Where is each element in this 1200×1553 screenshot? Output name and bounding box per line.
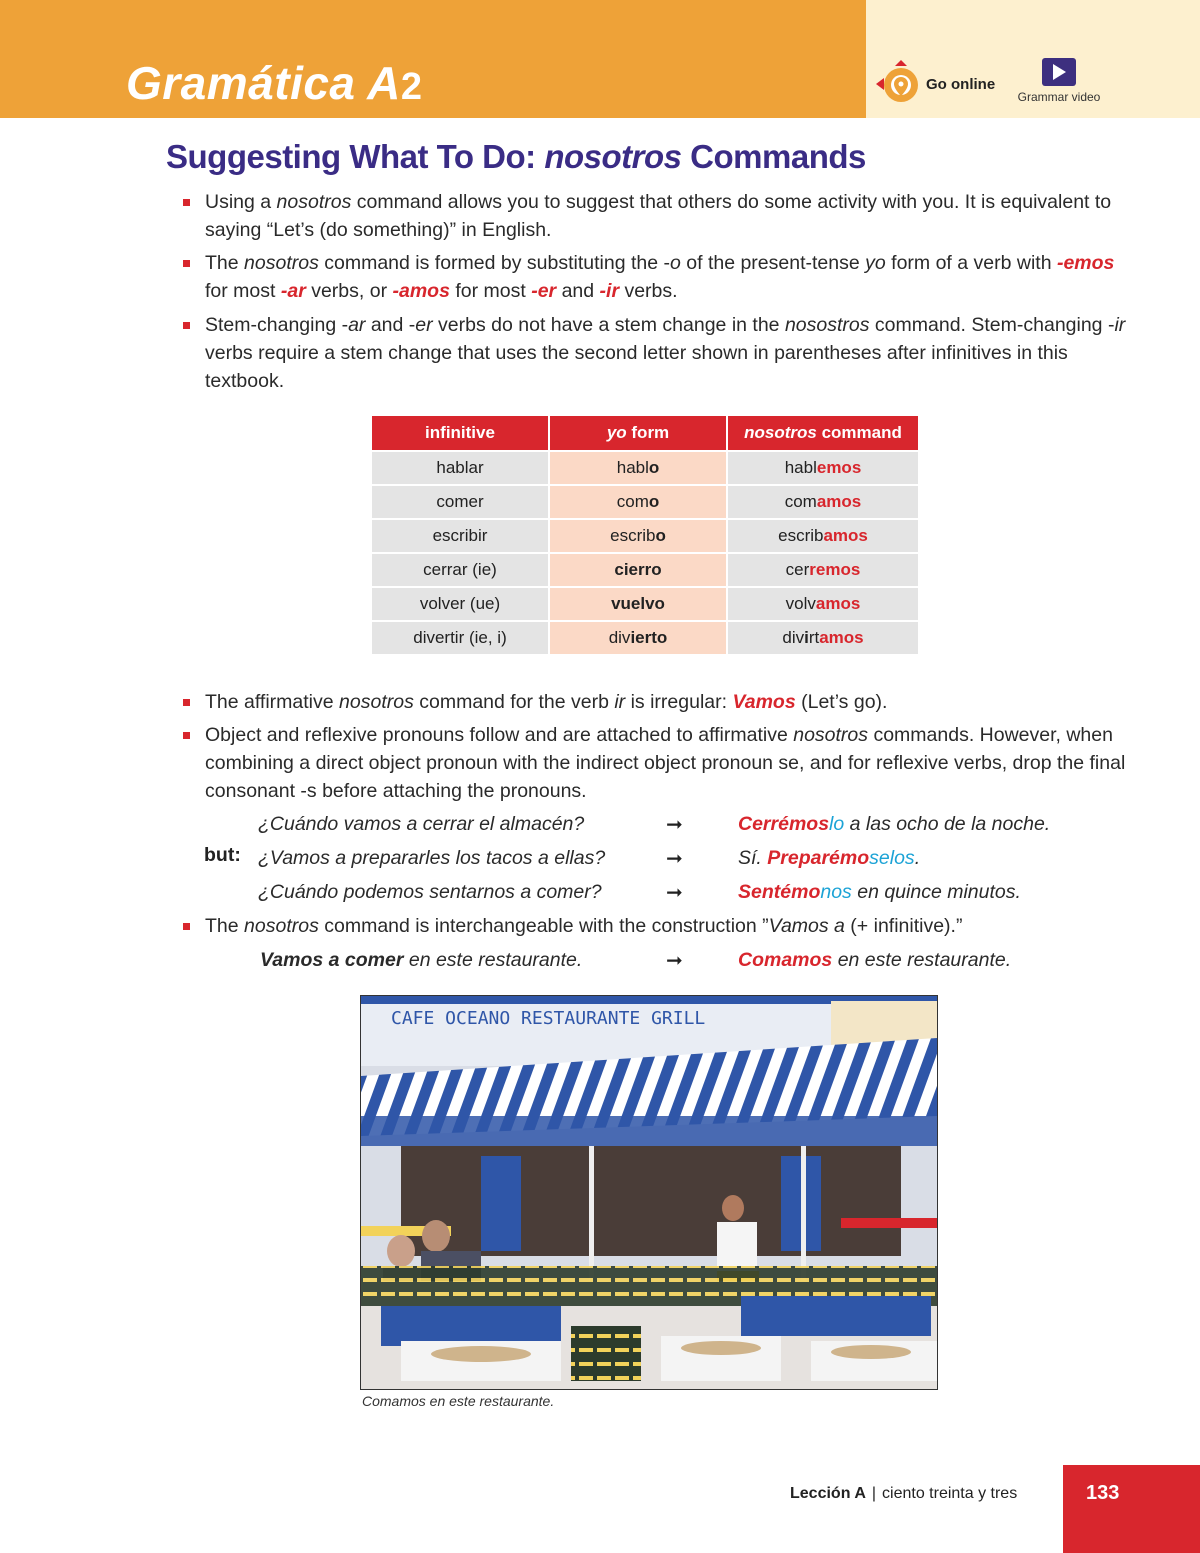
table-row	[371, 451, 919, 485]
table-row	[371, 519, 919, 553]
cafe-photo	[360, 995, 938, 1390]
bullet-item-3	[183, 311, 1133, 395]
bullet-item-2	[183, 249, 1133, 305]
footer-lesson: Lección A | ciento treinta y tres	[790, 1485, 1018, 1502]
example-answer-2: Sí. Preparémoselos.	[738, 847, 921, 869]
go-online-link[interactable]	[872, 58, 995, 110]
conjugation-table	[370, 414, 920, 656]
section-heading: Suggesting What To Do: nosotros Commands	[166, 138, 866, 175]
example-question-3: ¿Cuándo podemos sentarnos a comer?	[258, 881, 602, 903]
cafe-sign-text: CAFE OCEANO RESTAURANTE GRILL	[391, 1008, 706, 1029]
table-header-row	[371, 415, 919, 451]
arrow-icon: ➞	[666, 812, 683, 836]
column-header-yo-form: yo form	[549, 415, 727, 451]
yo-form-cell: divierto	[549, 621, 727, 655]
table-row	[371, 485, 919, 519]
example-question-4: Vamos a comer en este restaurante.	[260, 949, 583, 971]
example-question-1: ¿Cuándo vamos a cerrar el almacén?	[258, 813, 585, 835]
infinitive-cell: comer	[371, 485, 549, 519]
location-pin-icon	[872, 58, 922, 110]
bullet-text: Object and reflexive pronouns follow and are attached to affirmative nosotros commands. However, when combining a direct object pronoun with the indirect object pronoun se, and for reflexive verbs, drop the final consonant -s before attaching the pronouns.	[205, 724, 1126, 802]
bullet-marker	[183, 260, 190, 267]
grammar-video-label: Grammar video	[1017, 90, 1101, 104]
example-answer-4: Comamos en este restaurante.	[738, 949, 1012, 971]
bullet-marker	[183, 923, 190, 930]
arrow-icon: ➞	[666, 948, 683, 972]
infinitive-cell: hablar	[371, 451, 549, 485]
table-row	[371, 621, 919, 655]
example-answer-3: Sentémonos en quince minutos.	[738, 881, 1021, 903]
bullet-item-1	[183, 188, 1133, 244]
go-online-label: Go online	[926, 75, 996, 93]
arrow-icon: ➞	[666, 846, 683, 870]
command-cell: volvamos	[727, 587, 919, 621]
table-row	[371, 587, 919, 621]
page-number-box	[1063, 1465, 1200, 1553]
yo-form-cell: escribo	[549, 519, 727, 553]
bullet-text: Using a nosotros command allows you to suggest that others do some activity with you. It is equivalent to saying “Let’s (do something)” in English.	[205, 191, 1112, 241]
bullet-text: Stem-changing -ar and -er verbs do not have a stem change in the nosostros command. Stem-changing -ir verbs require a stem change that uses the second letter shown in parentheses after infinitives in this textbook.	[205, 314, 1126, 392]
bullet-item-5	[183, 721, 1133, 805]
arrow-icon: ➞	[666, 880, 683, 904]
bullet-item-4	[183, 688, 1133, 716]
command-cell: cerremos	[727, 553, 919, 587]
yo-form-cell: cierro	[549, 553, 727, 587]
but-label: but:	[204, 844, 241, 866]
column-header-nosotros-command: nosotros command	[727, 415, 919, 451]
infinitive-cell: volver (ue)	[371, 587, 549, 621]
command-cell: escribamos	[727, 519, 919, 553]
command-cell: hablemos	[727, 451, 919, 485]
infinitive-cell: divertir (ie, i)	[371, 621, 549, 655]
grammar-video-link[interactable]	[1014, 58, 1104, 104]
bullet-item-6	[183, 912, 1133, 940]
play-video-icon	[1042, 58, 1076, 86]
bullet-marker	[183, 322, 190, 329]
bullet-marker	[183, 199, 190, 206]
bullet-text: The nosotros command is interchangeable with the construction ”Vamos a (+ infinitive).”	[205, 915, 963, 937]
table-row	[371, 553, 919, 587]
column-header-infinitive: infinitive	[371, 415, 549, 451]
yo-form-cell: como	[549, 485, 727, 519]
command-cell: divirtamos	[727, 621, 919, 655]
command-cell: comamos	[727, 485, 919, 519]
photo-caption: Comamos en este restaurante.	[362, 1393, 555, 1409]
page-title: Gramática A2	[126, 57, 423, 109]
page-number: 133	[1086, 1482, 1120, 1504]
infinitive-cell: escribir	[371, 519, 549, 553]
cafe-illustration	[361, 996, 937, 1389]
example-question-2: ¿Vamos a prepararles los tacos a ellas?	[258, 847, 606, 869]
example-answer-1: Cerrémoslo a las ocho de la noche.	[738, 813, 1051, 835]
bullet-text: The affirmative nosotros command for the verb ir is irregular: Vamos (Let’s go).	[205, 691, 888, 713]
bullet-marker	[183, 699, 190, 706]
infinitive-cell: cerrar (ie)	[371, 553, 549, 587]
bullet-text: The nosotros command is formed by substituting the -o of the present-tense yo form of a verb with -emos for most -ar verbs, or -amos for most -er and -ir verbs.	[205, 252, 1115, 302]
bullet-marker	[183, 732, 190, 739]
yo-form-cell: hablo	[549, 451, 727, 485]
yo-form-cell: vuelvo	[549, 587, 727, 621]
